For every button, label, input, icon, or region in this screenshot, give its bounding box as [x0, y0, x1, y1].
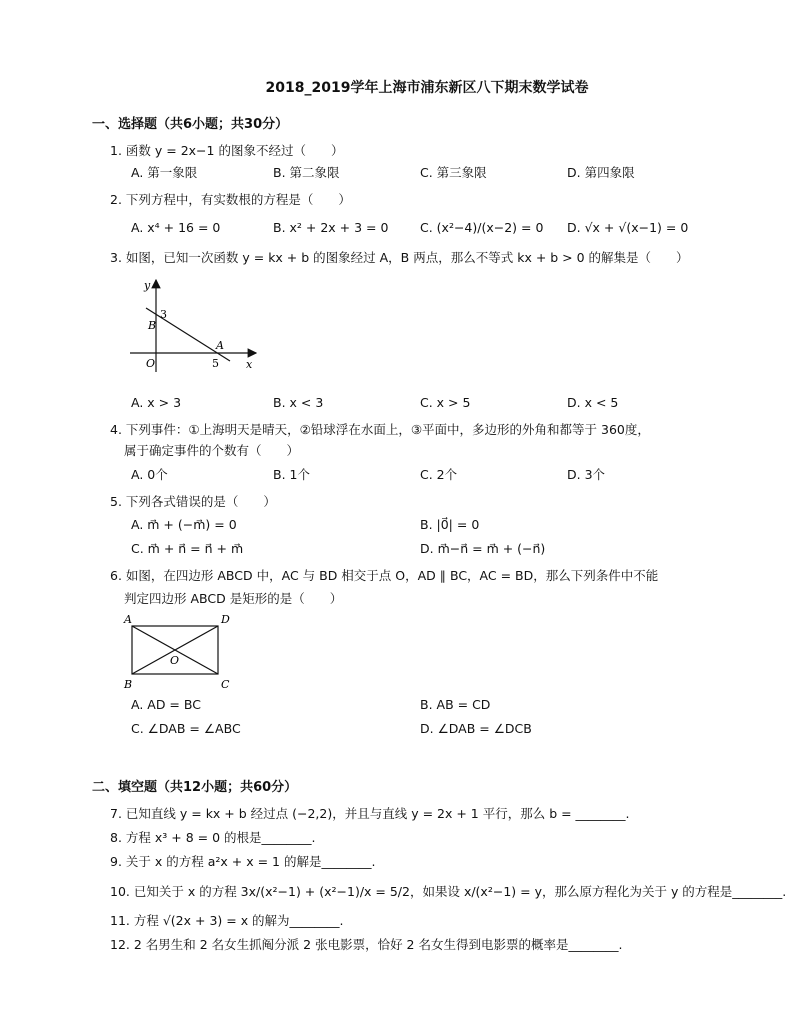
question-10: 10. 已知关于 x 的方程 3x/(x²−1) + (x²−1)/x = 5/2，如果设 x/(x²−1) = y，那么原方程化为关于 y 的方程是________.: [110, 884, 787, 899]
question-3-option-a: A. x > 3: [131, 395, 182, 410]
question-3-stem: 3. 如图，已知一次函数 y = kx + b 的图象经过 A，B 两点，那么不等式 kx + b > 0 的解集是（ ）: [110, 250, 689, 265]
origin-label: O: [146, 357, 156, 370]
question-4-option-a: A. 0个: [131, 467, 168, 482]
question-4-option-b: B. 1个: [273, 467, 310, 482]
question-6-rectangle-figure: [120, 612, 250, 692]
question-5-option-b: B. |0⃗| = 0: [420, 517, 480, 532]
question-1-option-b: B. 第二象限: [273, 165, 340, 180]
question-2-option-b: B. x² + 2x + 3 = 0: [273, 220, 389, 235]
question-6-option-b: B. AB = CD: [420, 697, 491, 712]
question-5-option-d: D. m⃗−n⃗ = m⃗ + (−n⃗): [420, 541, 546, 556]
center-o-label: O: [170, 654, 180, 667]
vertex-b-label: B: [124, 678, 133, 691]
point-a-label: A: [216, 339, 224, 352]
question-1-stem: 1. 函数 y = 2x−1 的图象不经过（ ）: [110, 143, 344, 158]
x-axis-label: x: [246, 358, 253, 371]
section-heading-choice: 一、选择题（共6小题；共30分）: [92, 117, 289, 132]
question-3-option-b: B. x < 3: [273, 395, 324, 410]
question-1-option-a: A. 第一象限: [131, 165, 198, 180]
y-axis-label: y: [144, 279, 151, 292]
vertex-c-label: C: [221, 678, 230, 691]
point-b-label: B: [148, 319, 157, 332]
question-6-option-d: D. ∠DAB = ∠DCB: [420, 721, 532, 736]
question-2-option-c: C. (x²−4)/(x−2) = 0: [420, 220, 544, 235]
question-3-graph-figure: [128, 276, 268, 376]
question-12: 12. 2 名男生和 2 名女生抓阄分派 2 张电影票，恰好 2 名女生得到电影票的概率是________.: [110, 937, 623, 952]
question-11: 11. 方程 √(2x + 3) = x 的解为________.: [110, 913, 344, 928]
y-intercept-label: 3: [160, 308, 167, 321]
question-6-option-c: C. ∠DAB = ∠ABC: [131, 721, 241, 736]
question-2-option-d: D. √x + √(x−1) = 0: [567, 220, 689, 235]
vertex-a-label: A: [124, 613, 132, 626]
question-5-option-c: C. m⃗ + n⃗ = n⃗ + m⃗: [131, 541, 244, 556]
question-8: 8. 方程 x³ + 8 = 0 的根是________.: [110, 830, 316, 845]
question-9: 9. 关于 x 的方程 a²x + x = 1 的解是________.: [110, 854, 376, 869]
question-3-option-d: D. x < 5: [567, 395, 619, 410]
question-6-option-a: A. AD = BC: [131, 697, 201, 712]
x-intercept-label: 5: [212, 357, 219, 370]
question-4-stem-line-1: 4. 下列事件：①上海明天是晴天，②铅球浮在水面上，③平面中，多边形的外角和都等于 360度，: [110, 422, 650, 437]
question-7: 7. 已知直线 y = kx + b 经过点 (−2,2)，并且与直线 y = 2x + 1 平行，那么 b = ________.: [110, 806, 630, 821]
question-2-option-a: A. x⁴ + 16 = 0: [131, 220, 221, 235]
question-1-option-c: C. 第三象限: [420, 165, 487, 180]
question-5-stem: 5. 下列各式错误的是（ ）: [110, 494, 276, 509]
question-6-stem-line-1: 6. 如图，在四边形 ABCD 中，AC 与 BD 相交于点 O，AD ∥ BC，AC = BD，那么下列条件中不能: [110, 568, 659, 583]
question-1-option-d: D. 第四象限: [567, 165, 635, 180]
question-4-option-c: C. 2个: [420, 467, 458, 482]
question-3-option-c: C. x > 5: [420, 395, 471, 410]
page-title: 2018_2019学年上海市浦东新区八下期末数学试卷: [265, 80, 589, 96]
question-4-option-d: D. 3个: [567, 467, 606, 482]
question-2-stem: 2. 下列方程中，有实数根的方程是（ ）: [110, 192, 351, 207]
question-5-option-a: A. m⃗ + (−m⃗) = 0: [131, 517, 237, 532]
question-6-stem-line-2: 判定四边形 ABCD 是矩形的是（ ）: [124, 591, 343, 606]
question-4-stem-line-2: 属于确定事件的个数有（ ）: [124, 443, 300, 458]
vertex-d-label: D: [221, 613, 230, 626]
section-heading-fill-in: 二、填空题（共12小题；共60分）: [92, 780, 298, 795]
